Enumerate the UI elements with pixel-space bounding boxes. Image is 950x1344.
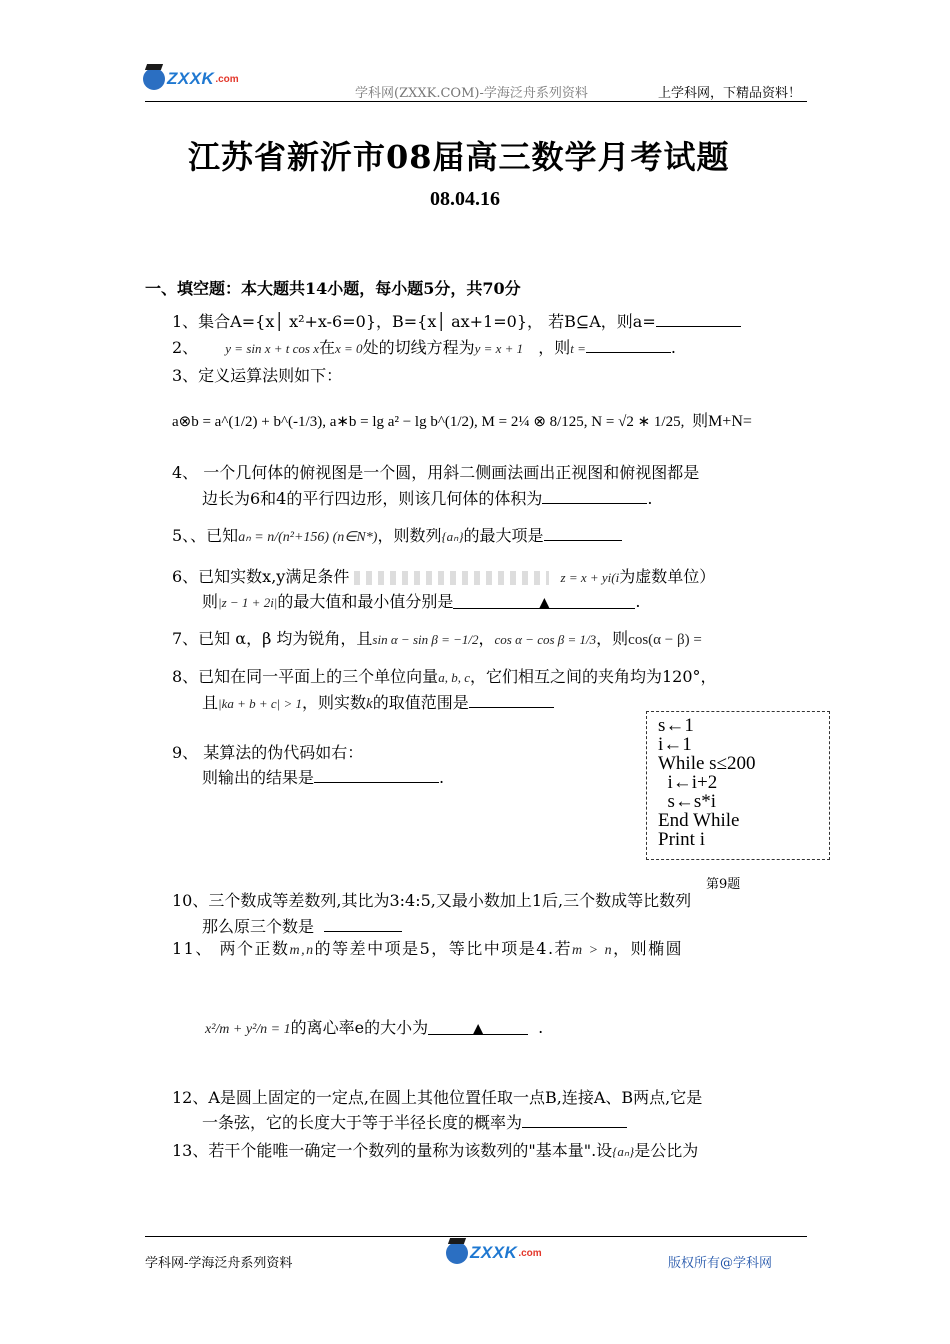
q6-text: 6、已知实数x,y满足条件 (172, 567, 350, 586)
question-9-line1: 9、 某算法的伪代码如右： (172, 743, 364, 762)
exam-date: 08.04.16 (430, 188, 500, 210)
q5-formula: aₙ = n/(n²+156) (n∈N*) (238, 530, 378, 545)
code-caption: 第9题 (706, 877, 741, 892)
q3-formula (172, 408, 752, 431)
answer-blank (453, 592, 635, 609)
q7-end: ，则 (596, 629, 629, 648)
answer-blank (522, 1111, 627, 1128)
q13-text: 13、若干个能唯一确定一个数列的量称为该数列的"基本量".设 (172, 1141, 613, 1160)
code-line-6: End While (658, 810, 740, 831)
q3-formula-text: a⊗b = a^(1/2) + b^(-1/3), a∗b = lg a² − lg b^(1/2), M = 2¼ ⊗ 8/125, N = √2 ∗ 1/25, (172, 414, 685, 430)
period: . (647, 489, 653, 508)
answer-blank (428, 1018, 528, 1035)
q6-text-3: 的最大值和最小值分别是 (277, 592, 454, 611)
footer-logo (446, 1242, 542, 1264)
mascot-icon (143, 68, 165, 90)
triangle-mark: ▲ (472, 1021, 484, 1037)
question-12-line2 (202, 1110, 627, 1133)
q8-and: 且 (202, 693, 219, 712)
q5-mid: ，则数列 (377, 526, 442, 545)
triangle-mark: ▲ (539, 595, 550, 611)
question-6-line1 (172, 564, 715, 587)
q6-constraint-image (354, 571, 549, 585)
q7-text: 7、已知 α，β 均为锐角，且 (172, 629, 373, 648)
q8-vectors: a, b, c (438, 670, 470, 685)
answer-blank (586, 336, 671, 353)
question-2 (172, 335, 676, 358)
q13-text-2: 是公比为 (634, 1141, 699, 1160)
answer-blank (542, 487, 647, 504)
answer-blank (324, 915, 402, 932)
question-11-line1 (172, 936, 683, 959)
q7-cos: cos α − cos β = 1/3 (494, 632, 597, 647)
q11-text-4: 的离心率e的大小为 (290, 1018, 429, 1037)
question-8-line2 (202, 690, 554, 713)
q8-text-2: ，它们相互之间的夹角均为120°， (469, 667, 717, 686)
answer-blank (469, 691, 554, 708)
q8-k: k (366, 696, 373, 712)
period: . (670, 338, 677, 357)
answer-blank (314, 766, 439, 783)
period: . (538, 1018, 544, 1037)
footer-left: 学科网-学海泛舟系列资料 (145, 1256, 293, 1271)
header-rule (145, 101, 807, 102)
q2-formula: y = sin x + t cos x (225, 341, 319, 356)
q8-text: 8、已知在同一平面上的三个单位向量 (172, 667, 439, 686)
question-11-line2 (205, 1015, 543, 1038)
q5-sequence: {aₙ} (441, 529, 464, 544)
q3-end: 则M+N= (692, 413, 752, 430)
q11-cond: m > n (572, 943, 614, 958)
q10-text: 那么原三个数是 (202, 917, 315, 936)
q6-z: z = x + yi(i (560, 570, 620, 585)
q9-text: 则输出的结果是 (202, 768, 315, 787)
question-8-line1 (172, 664, 717, 687)
q5-end: 的最大项是 (463, 526, 544, 545)
question-10-line2 (202, 914, 402, 937)
q7-target: cos(α − β) = (628, 632, 702, 648)
q8-condition: |ka + b + c| > 1 (218, 696, 303, 711)
logo-suffix: .com (518, 1247, 542, 1259)
question-5 (172, 523, 622, 546)
q6-then: 则 (202, 592, 219, 611)
q2-text-2: 处的切线方程为 (362, 338, 475, 357)
code-line-1: s←1 (658, 715, 694, 736)
q13-sequence: {aₙ} (612, 1144, 635, 1159)
section-heading: 一、填空题：本大题共14小题，每小题5分，共70分 (145, 279, 521, 298)
q1-text: 1、集合A={x│ x²+x-6=0}，B={x│ ax+1=0}， 若B⊆A，则a= (172, 312, 656, 331)
header-center: 学科网(ZXXK.COM)-学海泛舟系列资料 (355, 86, 588, 101)
zxxk-logo (143, 68, 239, 90)
q11-text-2: 的等差中项是5，等比中项是4.若 (314, 939, 573, 958)
q2-t: t = (570, 341, 586, 356)
q6-text-2: 为虚数单位） (619, 567, 716, 586)
page-title: 江苏省新沂市08届高三数学月考试题 (188, 138, 730, 176)
footer-right: 版权所有@学科网 (668, 1256, 773, 1271)
footer-rule (145, 1236, 807, 1237)
question-7: 7、已知 α，β 均为锐角，且sin α − sin β = −1/2，cos α − cos β = 1/3，则cos(α − β) = (172, 629, 702, 648)
q6-modulus: |z − 1 + 2i| (218, 595, 278, 610)
question-9-line2 (202, 765, 444, 788)
question-10-line1: 10、三个数成等差数列,其比为3:4:5,又最小数加上1后,三个数成等比数列 (172, 891, 692, 910)
period: . (635, 592, 641, 611)
question-4-line2 (202, 486, 652, 509)
mascot-icon (446, 1242, 468, 1264)
period: . (439, 768, 445, 787)
code-line-4: i←i+2 (658, 772, 718, 793)
q11-mn: m,n (289, 943, 315, 958)
q2-formula-x0: x = 0 (335, 341, 363, 356)
code-line-5: s←s*i (658, 791, 717, 812)
q8-text-4: 的取值范围是 (372, 693, 469, 712)
logo-suffix: .com (215, 73, 239, 85)
code-line-3: While s≤200 (658, 753, 756, 774)
answer-blank (544, 524, 622, 541)
q11-text: 11、 两个正数 (172, 939, 290, 958)
q8-text-3: ，则实数 (302, 693, 367, 712)
answer-blank (656, 310, 741, 327)
q11-text-3: ，则椭圆 (613, 939, 684, 958)
code-line-7: Print i (658, 829, 705, 850)
q2-end: ，则 (538, 338, 571, 357)
question-1 (172, 309, 741, 332)
question-12-line1: 12、A是圆上固定的一定点,在圆上其他位置任取一点B,连接A、B两点,它是 (172, 1088, 703, 1107)
q5-prefix: 5、、已知 (172, 526, 239, 545)
code-line-2: i←1 (658, 734, 692, 755)
q7-sin: sin α − sin β = −1/2 (372, 632, 479, 647)
question-13 (172, 1138, 698, 1161)
logo-text: ZXXK (167, 69, 215, 88)
logo-text: ZXXK (470, 1243, 518, 1262)
q2-prefix: 2、 (172, 338, 199, 357)
question-3: 3、定义运算法则如下： (172, 366, 343, 385)
q2-tangent: y = x + 1 (474, 341, 524, 356)
question-6-line2 (202, 589, 641, 612)
question-4-line1: 4、 一个几何体的俯视图是一个圆，用斜二侧画法画出正视图和俯视图都是 (172, 463, 700, 482)
q12-text: 一条弦，它的长度大于等于半径长度的概率为 (202, 1113, 523, 1132)
q4-text: 边长为6和4的平行四边形，则该几何体的体积为 (202, 489, 543, 508)
q2-text: 在 (319, 338, 336, 357)
header-right: 上学科网，下精品资料！ (658, 86, 802, 101)
q11-ellipse: x²/m + y²/n = 1 (205, 1022, 291, 1037)
